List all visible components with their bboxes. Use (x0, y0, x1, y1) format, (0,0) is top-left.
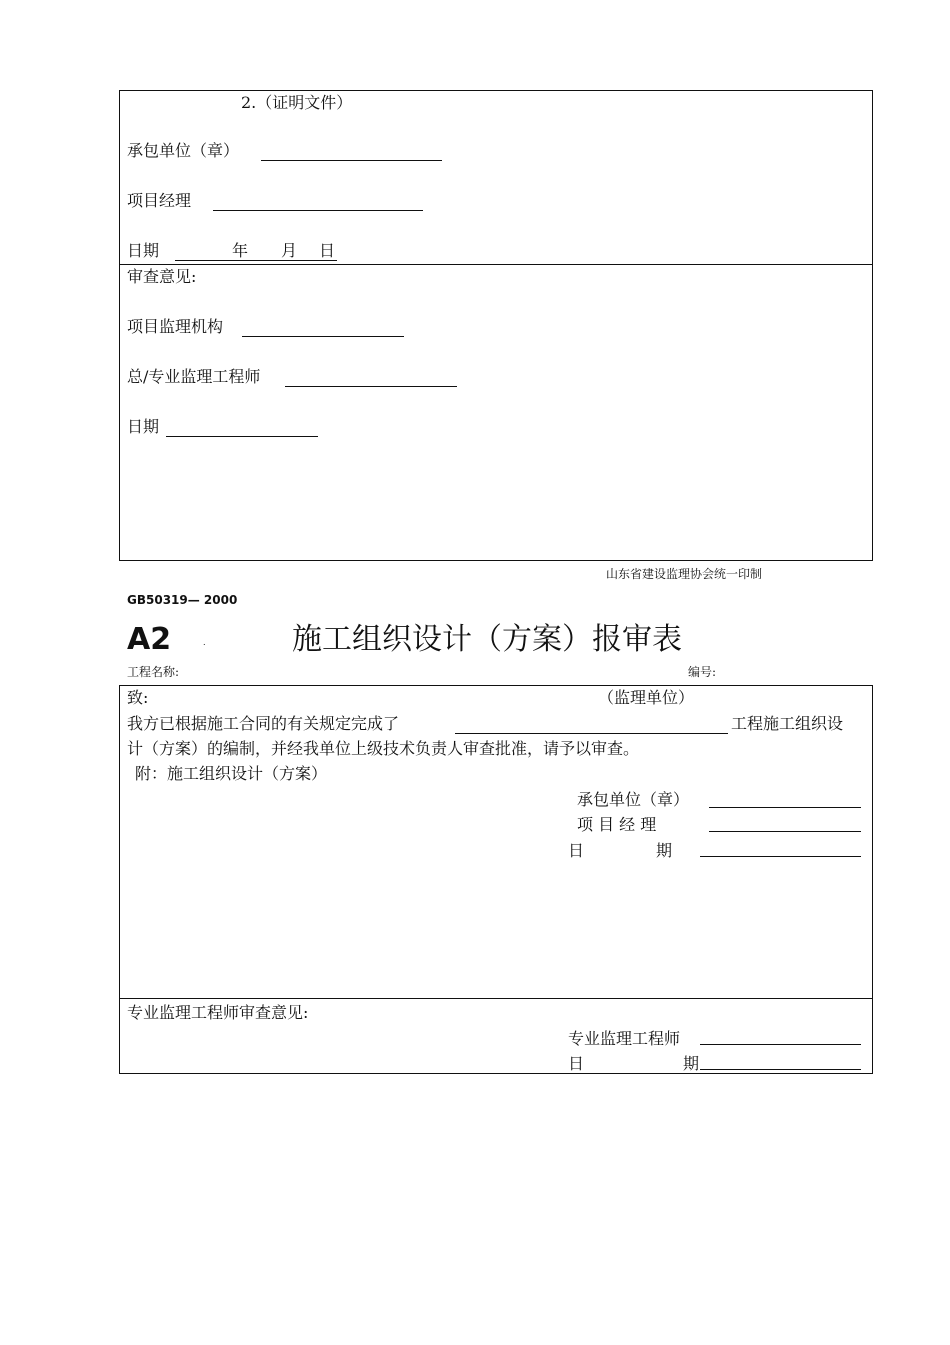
form-pm-label: 项 目 经 理 (577, 815, 657, 834)
form-code: A2 (127, 622, 172, 657)
attachment-label: 附：施工组织设计（方案） (135, 764, 328, 783)
date-month-label: 月 (281, 241, 298, 260)
standard-code-rest: 9— 2000 (179, 593, 238, 607)
project-work-field[interactable] (455, 733, 728, 734)
project-name-label: 工程名称: (127, 665, 180, 679)
review-date-field[interactable] (166, 436, 318, 437)
date-year-label: 年 (232, 241, 249, 260)
printer-note: 山东省建设监理协会统一印制 (606, 567, 763, 581)
standard-code (127, 592, 237, 608)
project-manager-label: 项目经理 (127, 191, 192, 210)
main-form-divider (119, 998, 873, 999)
supervision-unit-label: （监理单位） (598, 688, 695, 707)
contractor-label: 承包单位（章） (127, 141, 240, 160)
supervision-org-label: 项目监理机构 (127, 317, 224, 336)
date-label: 日期 (127, 241, 160, 260)
engineer-date-label-a: 日 (568, 1054, 585, 1073)
form-code-dot: . (203, 638, 206, 647)
form-contractor-field[interactable] (709, 807, 861, 808)
contractor-field[interactable] (261, 160, 442, 161)
form-date-label-a: 日 (568, 841, 585, 860)
top-form-divider (119, 264, 873, 265)
project-manager-field[interactable] (213, 210, 423, 211)
standard-code-bold: GB5031 (127, 593, 180, 607)
form-date-field[interactable] (700, 856, 861, 857)
engineer-date-field[interactable] (700, 1069, 861, 1070)
form-title: 施工组织设计（方案）报审表 (292, 622, 682, 657)
body-line2: 计（方案）的编制，并经我单位上级技术负责人审查批准，请予以审查。 (127, 739, 640, 758)
engineer-date-label-b: 期 (683, 1054, 700, 1073)
body-line1-suffix: 工程施工组织设 (731, 714, 844, 733)
form-contractor-label: 承包单位（章） (577, 790, 690, 809)
review-date-label: 日期 (127, 417, 160, 436)
date-day-label: 日 (319, 241, 336, 260)
number-label: 编号: (688, 665, 717, 679)
supervision-org-field[interactable] (242, 336, 404, 337)
chief-engineer-field[interactable] (285, 386, 457, 387)
date-field[interactable] (175, 260, 337, 261)
engineer-field[interactable] (700, 1044, 861, 1045)
form-pm-field[interactable] (709, 831, 861, 832)
to-label: 致: (127, 688, 149, 707)
engineer-label: 专业监理工程师 (568, 1029, 681, 1048)
chief-engineer-label: 总/专业监理工程师 (127, 367, 261, 386)
engineer-review-title: 专业监理工程师审查意见: (127, 1003, 309, 1022)
form-date-label-b: 期 (656, 841, 673, 860)
body-line1-prefix: 我方已根据施工合同的有关规定完成了 (127, 714, 400, 733)
review-opinion-title: 审查意见: (127, 267, 197, 286)
attachment-proof-label: 2.（证明文件） (241, 93, 353, 112)
